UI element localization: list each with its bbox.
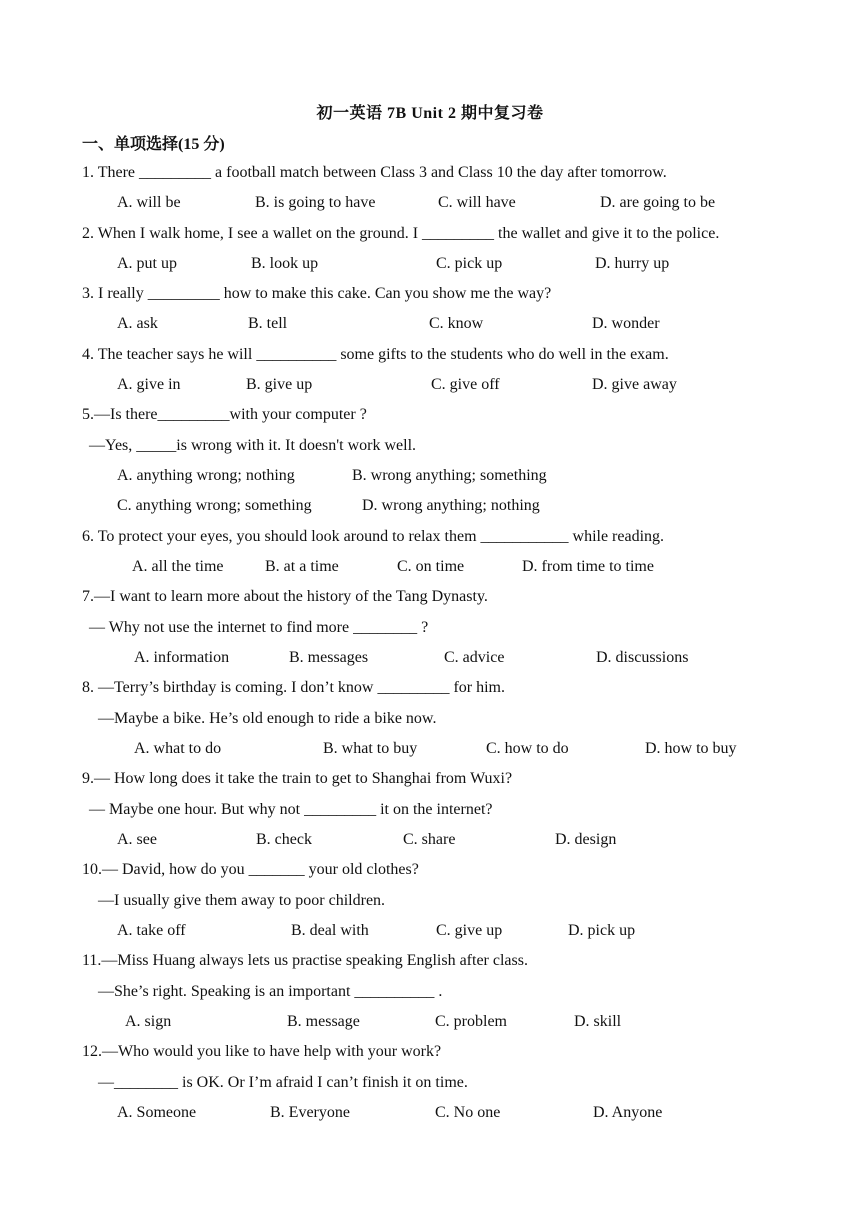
option-b: B. give up xyxy=(246,376,313,393)
question-stem: 3. I really _________ how to make this cake. Can you show me the way? xyxy=(82,285,552,302)
option-b: B. deal with xyxy=(291,922,369,939)
option-b: B. check xyxy=(256,831,312,848)
option-b: B. messages xyxy=(289,649,369,666)
option-b: B. tell xyxy=(248,315,288,332)
option-b: B. wrong anything; something xyxy=(352,467,547,484)
question-stem: 9.— How long does it take the train to get to Shanghai from Wuxi? xyxy=(82,770,513,787)
option-d: D. skill xyxy=(574,1013,622,1030)
section-heading: 一、单项选择(15 分) xyxy=(82,136,225,153)
option-c: C. advice xyxy=(444,649,505,666)
option-d: D. pick up xyxy=(568,922,636,939)
option-c: C. give off xyxy=(431,376,500,393)
option-d: D. discussions xyxy=(596,649,689,666)
option-b: B. Everyone xyxy=(270,1104,350,1121)
option-d: D. wonder xyxy=(592,315,660,332)
option-a: A. information xyxy=(134,649,230,666)
question-stem: 6. To protect your eyes, you should look around to relax them ___________ while reading. xyxy=(82,528,665,545)
option-b: B. what to buy xyxy=(323,740,418,757)
option-d: D. Anyone xyxy=(593,1104,663,1121)
option-d: D. from time to time xyxy=(522,558,654,575)
option-b: B. is going to have xyxy=(255,194,376,211)
option-c: C. pick up xyxy=(436,255,503,272)
option-a: A. all the time xyxy=(132,558,224,575)
question-reply: —Maybe a bike. He’s old enough to ride a bike now. xyxy=(98,710,437,727)
option-a: A. sign xyxy=(125,1013,172,1030)
option-d: D. give away xyxy=(592,376,677,393)
question-reply: —Yes, _____is wrong with it. It doesn't work well. xyxy=(89,437,417,454)
question-stem: 12.—Who would you like to have help with your work? xyxy=(82,1043,442,1060)
question-stem: 10.— David, how do you _______ your old clothes? xyxy=(82,861,419,878)
question-stem: 2. When I walk home, I see a wallet on the ground. I _________ the wallet and give it to the police. xyxy=(82,225,720,242)
option-c: C. give up xyxy=(436,922,503,939)
question-reply: — Why not use the internet to find more ________ ? xyxy=(89,619,429,636)
option-b: B. at a time xyxy=(265,558,339,575)
question-reply: — Maybe one hour. But why not _________ it on the internet? xyxy=(89,801,493,818)
option-a: A. anything wrong; nothing xyxy=(117,467,295,484)
option-d: D. how to buy xyxy=(645,740,737,757)
option-c: C. on time xyxy=(397,558,465,575)
option-a: A. Someone xyxy=(117,1104,197,1121)
option-d: D. design xyxy=(555,831,617,848)
option-b: B. message xyxy=(287,1013,360,1030)
option-a: A. ask xyxy=(117,315,158,332)
question-stem: 8. —Terry’s birthday is coming. I don’t know _________ for him. xyxy=(82,679,505,696)
option-a: A. put up xyxy=(117,255,177,272)
option-b: B. look up xyxy=(251,255,319,272)
option-c: C. No one xyxy=(435,1104,501,1121)
option-a: A. take off xyxy=(117,922,186,939)
option-a: A. give in xyxy=(117,376,181,393)
question-stem: 11.—Miss Huang always lets us practise speaking English after class. xyxy=(82,952,528,969)
option-a: A. what to do xyxy=(134,740,222,757)
question-reply: —I usually give them away to poor children. xyxy=(98,892,386,909)
option-c: C. know xyxy=(429,315,484,332)
question-reply: —She’s right. Speaking is an important __________ . xyxy=(98,983,443,1000)
option-a: A. see xyxy=(117,831,157,848)
question-stem: 5.—Is there_________with your computer ? xyxy=(82,406,367,423)
option-d: D. wrong anything; nothing xyxy=(362,497,540,514)
option-d: D. are going to be xyxy=(600,194,716,211)
option-c: C. how to do xyxy=(486,740,569,757)
question-stem: 4. The teacher says he will __________ some gifts to the students who do well in the exam. xyxy=(82,346,669,363)
option-d: D. hurry up xyxy=(595,255,670,272)
question-stem: 7.—I want to learn more about the history of the Tang Dynasty. xyxy=(82,588,488,605)
option-c: C. anything wrong; something xyxy=(117,497,312,514)
question-stem: 1. There _________ a football match between Class 3 and Class 10 the day after tomorrow. xyxy=(82,164,667,181)
option-c: C. problem xyxy=(435,1013,507,1030)
option-a: A. will be xyxy=(117,194,181,211)
question-reply: —________ is OK. Or I’m afraid I can’t finish it on time. xyxy=(98,1074,468,1091)
page-title: 初一英语 7B Unit 2 期中复习卷 xyxy=(316,105,544,122)
option-c: C. share xyxy=(403,831,456,848)
option-c: C. will have xyxy=(438,194,516,211)
